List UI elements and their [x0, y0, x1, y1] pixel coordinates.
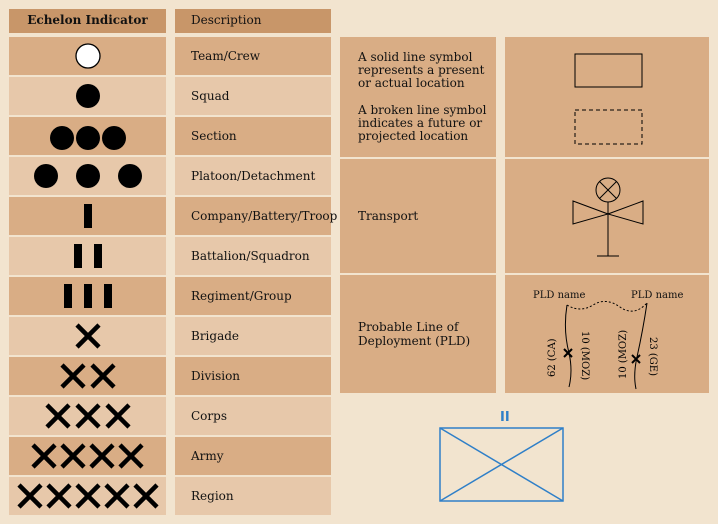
row-label-company: Company/Battery/Troop [175, 197, 331, 235]
row-label-regiment: Regiment/Group [175, 277, 331, 315]
row-label-region: Region [175, 477, 331, 515]
pld-name-right: PLD name [631, 290, 684, 301]
row-icon-battalion [9, 237, 166, 275]
transport-icon [505, 159, 709, 273]
transport-label: Transport [358, 209, 419, 223]
pld-diagram [505, 275, 709, 393]
infantry-battalion-symbol [430, 406, 590, 506]
three-bars-icon [58, 278, 118, 314]
open-circle-icon [68, 38, 108, 74]
row-icon-team-crew [9, 37, 166, 75]
row-label-battalion: Battalion/Squadron [175, 237, 331, 275]
solid-line-description: A solid line symbol represents a present or actual location [358, 50, 485, 90]
row-label-brigade: Brigade [175, 317, 331, 355]
four-x-icon [29, 438, 147, 474]
pld-label-panel [340, 275, 496, 393]
row-icon-army [9, 437, 166, 475]
transport-label-panel [340, 159, 496, 273]
row-label-platoon: Platoon/Detachment [175, 157, 331, 195]
three-dots-icon [32, 158, 144, 194]
broken-line-description: A broken line symbol indicates a future or projected location [358, 103, 487, 143]
five-x-icon [15, 478, 161, 514]
pld-label: Probable Line of Deployment (PLD) [358, 320, 471, 348]
row-icon-division [9, 357, 166, 395]
pld-unit-1: 62 (CA) [547, 338, 558, 377]
pld-unit-2: 10 (MOZ) [579, 331, 590, 381]
one-bar-icon [78, 198, 98, 234]
pld-unit-4: 23 (GE) [647, 337, 658, 376]
two-bars-icon [68, 238, 108, 274]
row-icon-company [9, 197, 166, 235]
location-frames [505, 37, 709, 157]
location-text-panel [340, 37, 496, 157]
pld-unit-3: 10 (MOZ) [618, 329, 629, 379]
row-icon-section [9, 117, 166, 155]
three-x-icon [43, 398, 133, 434]
row-label-division: Division [175, 357, 331, 395]
row-icon-regiment [9, 277, 166, 315]
solid-frame-icon [575, 54, 642, 87]
row-icon-brigade [9, 317, 166, 355]
row-icon-corps [9, 397, 166, 435]
row-label-section: Section [175, 117, 331, 155]
row-icon-region [9, 477, 166, 515]
location-symbol-panel [505, 37, 709, 157]
three-dots-triangle-icon [48, 118, 128, 154]
row-label-squad: Squad [175, 77, 331, 115]
transport-symbol-panel [505, 159, 709, 273]
row-icon-platoon [9, 157, 166, 195]
header-description: Description [175, 9, 331, 33]
row-label-corps: Corps [175, 397, 331, 435]
one-dot-icon [68, 78, 108, 114]
row-label-army: Army [175, 437, 331, 475]
echelon-mark: II [500, 410, 510, 425]
pld-name-left: PLD name [533, 290, 586, 301]
header-echelon-indicator: Echelon Indicator [9, 9, 166, 33]
broken-frame-icon [575, 110, 642, 144]
one-x-icon [73, 318, 103, 354]
two-x-icon [58, 358, 118, 394]
row-label-team-crew: Team/Crew [175, 37, 331, 75]
pld-symbol-panel [505, 275, 709, 393]
row-icon-squad [9, 77, 166, 115]
